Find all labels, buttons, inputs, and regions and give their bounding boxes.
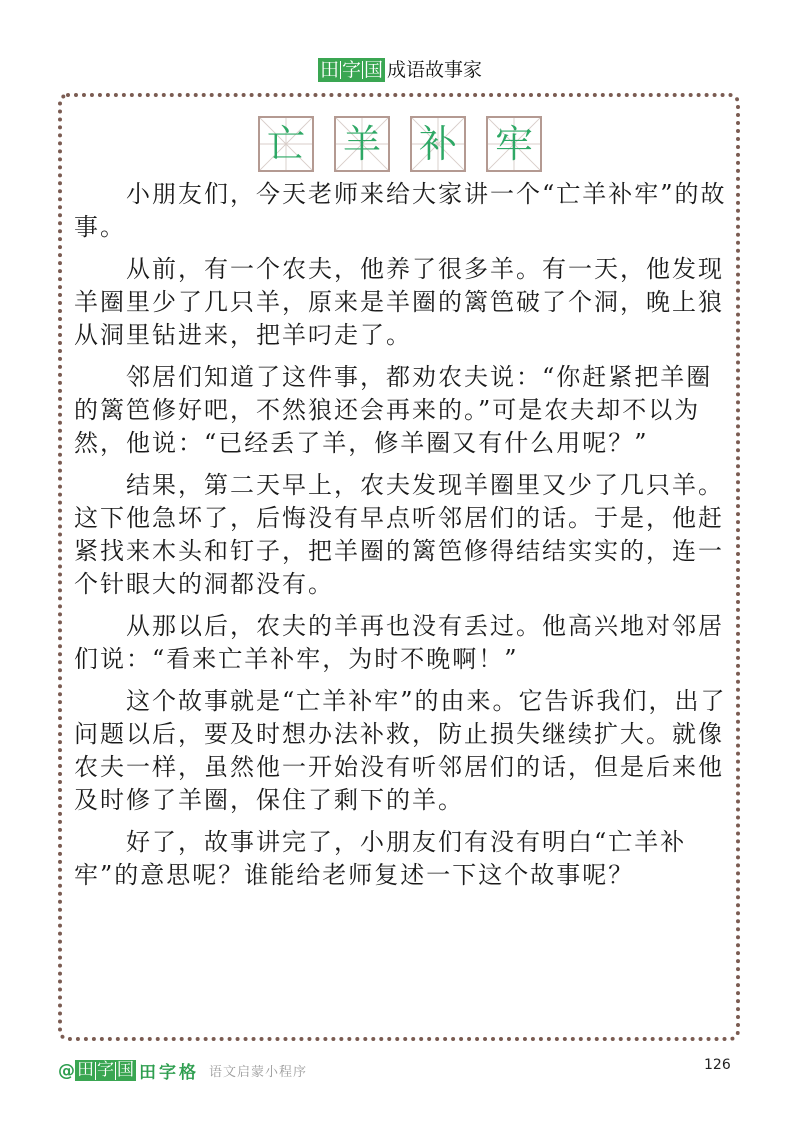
page-number: 126 xyxy=(704,1057,731,1073)
brand-divider xyxy=(95,1062,96,1080)
story-paragraph: 从那以后，农夫的羊再也没有丢过。他高兴地对邻居们说：“看来亡羊补牢，为时不晚啊！” xyxy=(74,612,724,673)
app-subtitle: 语文启蒙小程序 xyxy=(209,1065,308,1080)
tianzige-cell xyxy=(410,116,466,172)
brand-char: 字 xyxy=(97,1060,114,1080)
idiom-title xyxy=(0,116,800,172)
series-title: 成语故事家 xyxy=(387,59,483,81)
tianzige-cell xyxy=(486,116,542,172)
story-paragraph: 好了，故事讲完了，小朋友们有没有明白“亡羊补牢”的意思呢？谁能给老师复述一下这个故事呢？ xyxy=(74,828,687,889)
brand-logo xyxy=(318,58,385,82)
brand-divider xyxy=(362,61,363,79)
brand-divider xyxy=(340,61,341,79)
brand-char: 字 xyxy=(341,59,361,81)
story-paragraph: 这个故事就是“亡羊补牢”的由来。它告诉我们，出了问题以后，要及时想办法补救，防止损失继续扩大。就像农夫一样，虽然他一开始没有听邻居们的话，但是后来他及时修了羊圈，保住了剩下的羊。 xyxy=(74,687,727,814)
story-paragraph: 邻居们知道了这件事，都劝农夫说：“你赶紧把羊圈的篱笆修好吧，不然狼还会再来的。”可是农夫却不以为然，他说：“已经丢了羊，修羊圈又有什么用呢？” xyxy=(74,363,713,457)
brand-char: 田 xyxy=(319,59,339,81)
story-paragraph: 从前，有一个农夫，他养了很多羊。有一天，他发现羊圈里少了几只羊，原来是羊圈的篱笆破了个洞，晚上狼从洞里钻进来，把羊叼走了。 xyxy=(74,255,724,349)
page-header xyxy=(0,58,800,82)
idiom-char: 亡 xyxy=(266,122,305,166)
brand-divider xyxy=(115,1062,116,1080)
app-name: 田字格 xyxy=(139,1063,199,1083)
story-paragraph: 小朋友们，今天老师来给大家讲一个“亡羊补牢”的故事。 xyxy=(74,180,727,241)
story-paragraph: 结果，第二天早上，农夫发现羊圈里又少了几只羊。这下他急坏了，后悔没有早点听邻居们的话。于是，他赶紧找来木头和钉子，把羊圈的篱笆修得结结实实的，连一个针眼大的洞都没有。 xyxy=(74,471,724,598)
idiom-char: 羊 xyxy=(342,122,381,166)
tianzige-cell xyxy=(258,116,314,172)
idiom-char: 牢 xyxy=(494,122,533,166)
brand-char: 国 xyxy=(117,1060,134,1080)
footer-brand-logo xyxy=(75,1060,136,1081)
brand-char: 国 xyxy=(364,59,384,81)
at-symbol: @ xyxy=(58,1060,75,1081)
idiom-char: 补 xyxy=(418,122,457,166)
tianzige-cell xyxy=(334,116,390,172)
brand-char: 田 xyxy=(77,1060,94,1080)
page-footer xyxy=(58,1058,307,1083)
story-body xyxy=(74,178,730,901)
